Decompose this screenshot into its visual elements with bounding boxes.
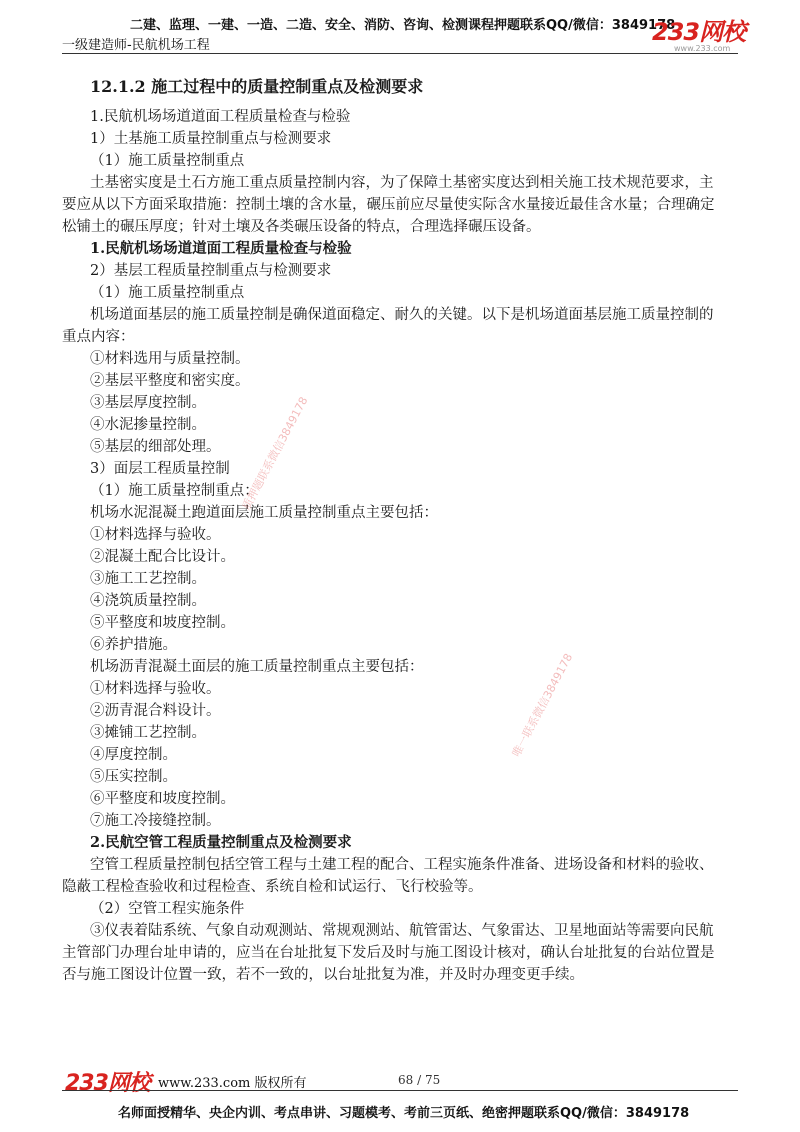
- list-item: ⑦施工冷接缝控制。: [90, 813, 221, 829]
- page-number: 68 / 75: [398, 1073, 441, 1087]
- list-item: ②沥青混合料设计。: [90, 703, 221, 719]
- paragraph-line: 3）面层工程质量控制: [90, 461, 230, 477]
- header-rule: [62, 53, 738, 54]
- list-item: ②基层平整度和密实度。: [90, 373, 250, 389]
- list-item: ④水泥掺量控制。: [90, 417, 206, 433]
- paragraph-line: 机场道面基层的施工质量控制是确保道面稳定、耐久的关键。以下是机场道面基层施工质量控制的: [90, 307, 714, 323]
- paragraph-line: 2）基层工程质量控制重点与检测要求: [90, 263, 332, 279]
- list-item: ⑥平整度和坡度控制。: [90, 791, 235, 807]
- paragraph-line: 空管工程质量控制包括空管工程与土建工程的配合、工程实施条件准备、进场设备和材料的验收、: [90, 857, 714, 873]
- header-logo: [652, 20, 745, 53]
- footer-copyright: www.233.com 版权所有: [158, 1076, 307, 1091]
- list-item: ③摊铺工艺控制。: [90, 725, 206, 741]
- subheading: 2.民航空管工程质量控制重点及检测要求: [90, 834, 352, 851]
- paragraph-line: 1）土基施工质量控制重点与检测要求: [90, 131, 332, 147]
- paragraph-line: 土基密实度是土石方施工重点质量控制内容，为了保障土基密实度达到相关施工技术规范要求，主: [90, 175, 714, 191]
- footer-rule: [62, 1090, 738, 1091]
- paragraph-line: ③仪表着陆系统、气象自动观测站、常规观测站、航管雷达、气象雷达、卫星地面站等需要向民航: [90, 923, 714, 939]
- watermark-2: 唯一联系微信3849178: [509, 651, 576, 760]
- paragraph-line: （2）空管工程实施条件: [90, 901, 245, 917]
- paragraph-line: （1）施工质量控制重点：: [90, 483, 259, 499]
- footer-promo: 名师面授精华、央企内训、考点串讲、习题模考、考前三页纸、绝密押题联系QQ/微信：3849178: [118, 1106, 690, 1121]
- list-item: ③施工工艺控制。: [90, 571, 206, 587]
- footer-logo: 233网校: [65, 1071, 150, 1096]
- list-item: ⑥养护措施。: [90, 637, 177, 653]
- paragraph-line: 机场沥青混凝土面层的施工质量控制重点主要包括：: [90, 659, 424, 675]
- paragraph-line: 机场水泥混凝土跑道面层施工质量控制重点主要包括：: [90, 505, 438, 521]
- logo-text: 233网校: [652, 18, 746, 46]
- list-item: ①材料选择与验收。: [90, 527, 221, 543]
- paragraph-line: 松铺土的碾压厚度；针对土壤及各类碾压设备的特点，合理选择碾压设备。: [62, 219, 541, 235]
- list-item: ③基层厚度控制。: [90, 395, 206, 411]
- header-subtitle: 一级建造师-民航机场工程: [62, 38, 210, 53]
- list-item: ④浇筑质量控制。: [90, 593, 206, 609]
- list-item: ⑤压实控制。: [90, 769, 177, 785]
- paragraph-line: （1）施工质量控制重点: [90, 153, 245, 169]
- paragraph-line: 1.民航机场场道道面工程质量检查与检验: [90, 109, 351, 125]
- list-item: ⑤平整度和坡度控制。: [90, 615, 235, 631]
- paragraph-line: （1）施工质量控制重点: [90, 285, 245, 301]
- section-heading: 12.1.2 施工过程中的质量控制重点及检测要求: [90, 77, 424, 96]
- watermark-1: 质押题联系微信3849178: [239, 394, 311, 513]
- list-item: ②混凝土配合比设计。: [90, 549, 235, 565]
- logo-url: www.233.com: [674, 44, 731, 53]
- list-item: ①材料选用与质量控制。: [90, 351, 250, 367]
- list-item: ⑤基层的细部处理。: [90, 439, 221, 455]
- paragraph-line: 重点内容：: [62, 329, 135, 345]
- paragraph-line: 否与施工图设计位置一致，若不一致的，以台址批复为准，并及时办理变更手续。: [62, 967, 584, 983]
- list-item: ④厚度控制。: [90, 747, 177, 763]
- list-item: ①材料选择与验收。: [90, 681, 221, 697]
- paragraph-line: 主管部门办理台址申请的，应当在台址批复下发后及时与施工图设计核对，确认台址批复的台站位置是: [62, 945, 715, 961]
- paragraph-line: 隐蔽工程检查验收和过程检查、系统自检和试运行、飞行校验等。: [62, 879, 483, 895]
- subheading: 1.民航机场场道道面工程质量检查与检验: [90, 240, 352, 257]
- paragraph-line: 要应从以下方面采取措施：控制土壤的含水量，碾压前应尽量使实际含水量接近最佳含水量；合理确定: [62, 197, 715, 213]
- header-top-line: 二建、监理、一建、一造、二造、安全、消防、咨询、检测课程押题联系QQ/微信：3849178: [130, 18, 676, 33]
